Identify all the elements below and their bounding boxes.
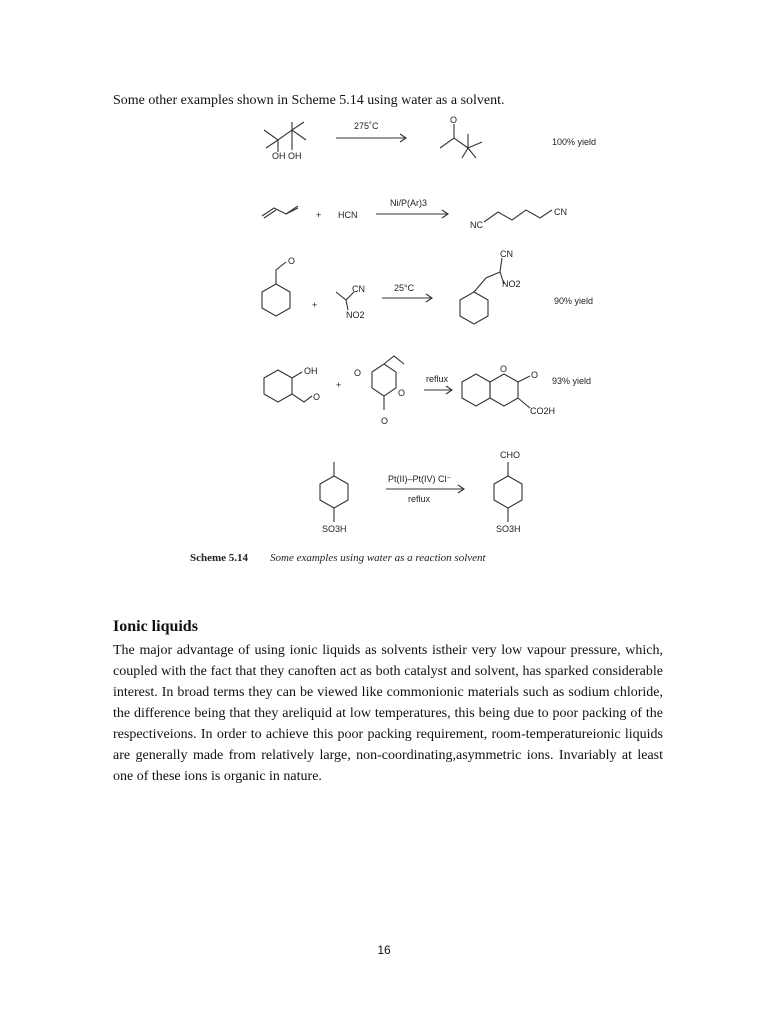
reactant-label: OH OH xyxy=(272,151,302,161)
reaction-5 xyxy=(320,450,522,534)
reaction-condition: Pt(II)–Pt(IV) Cl⁻ xyxy=(388,474,452,484)
pinacolone-structure xyxy=(440,124,482,158)
pinacol-structure xyxy=(264,122,306,152)
meldrums-acid-ring xyxy=(372,364,396,396)
section-heading: Ionic liquids xyxy=(113,618,198,635)
yield-label: 90% yield xyxy=(554,296,594,306)
tosic-acid-ring xyxy=(320,476,348,508)
reactant-no2-label: NO2 xyxy=(346,310,365,320)
product-cn-label: CN xyxy=(554,207,567,217)
salicylaldehyde-substituents xyxy=(292,372,312,402)
body-paragraph: The major advantage of using ionic liquids as solvents istheir very low vapour pressure, which, coupled with the fact that they canoften act as both catalyst and solvent, has sparked considerable interest. In broad terms they can be viewed like commonionic materials such as sodium chloride, the difference being that they areliquid at low temperatures, this being due to poor packing of the respectiveions. In order to achieve this poor packing requirement, room-temperatureionic liquids are generally made from relatively large, non-coordinating,asymmetric ions. Invariably at least one of these ions is organic in nature. xyxy=(113,643,663,784)
meldrums-substituents xyxy=(384,356,404,410)
coumarin-benzene-ring xyxy=(462,374,490,406)
reaction-arrow xyxy=(336,134,406,142)
plus-sign: + xyxy=(336,380,342,390)
intro-text: Some other examples shown in Scheme 5.14 using water as a solvent. xyxy=(113,93,505,108)
hcn-label: HCN xyxy=(338,210,358,220)
nitroacetonitrile-structure xyxy=(336,292,354,310)
aldehyde-o-label: O xyxy=(288,256,296,266)
yield-label: 100% yield xyxy=(552,137,597,147)
reactant-ring-o-label: O xyxy=(398,388,406,398)
yield-label: 93% yield xyxy=(552,376,592,386)
plus-sign: + xyxy=(316,210,322,220)
plus-sign: + xyxy=(312,300,318,310)
product-so3h-label: SO3H xyxy=(496,524,521,534)
reaction-arrow xyxy=(386,485,464,493)
product-benzene-ring xyxy=(460,292,488,324)
reaction-condition: reflux xyxy=(426,374,449,384)
product-cho-label: CHO xyxy=(500,450,520,460)
page-number: 16 xyxy=(377,943,391,957)
reaction-condition: 25°C xyxy=(394,283,415,293)
reaction-arrow xyxy=(376,210,448,218)
salicylaldehyde-ring xyxy=(264,370,292,402)
product-cn-label: CN xyxy=(500,249,513,259)
reaction-arrow xyxy=(424,386,452,394)
adiponitrile-chain xyxy=(484,210,552,222)
reactant-cn-label: CN xyxy=(352,284,365,294)
product-ring xyxy=(494,476,522,508)
product-no2-label: NO2 xyxy=(502,279,521,289)
reaction-4 xyxy=(264,356,591,426)
reaction-scheme xyxy=(186,112,597,572)
butadiene-structure xyxy=(262,206,298,218)
reactant-lower-o-label: O xyxy=(381,416,389,426)
product-alkene-bonds xyxy=(474,258,504,292)
reaction-1 xyxy=(264,115,596,161)
scheme-caption-label: Scheme 5.14 xyxy=(190,552,249,564)
product-ring-o-label: O xyxy=(500,364,508,374)
reactant-carbonyl-o-label: O xyxy=(354,368,362,378)
reaction-condition: Ni/P(Ar)3 xyxy=(390,198,428,208)
reactant-aldehyde-o-label: O xyxy=(313,392,321,402)
aldehyde-bond xyxy=(276,262,286,284)
product-carbonyl-o-label: O xyxy=(531,370,539,380)
benzene-ring xyxy=(262,284,290,316)
product-o-label: O xyxy=(450,115,458,125)
reactant-oh-label: OH xyxy=(304,366,318,376)
reaction-arrow xyxy=(382,294,432,302)
reaction-condition-2: reflux xyxy=(408,494,431,504)
scheme-caption-text: Some examples using water as a reaction solvent xyxy=(270,552,486,564)
product-nc-label: NC xyxy=(470,220,483,230)
reaction-condition: 275˚C xyxy=(354,121,379,131)
reactant-so3h-label: SO3H xyxy=(322,524,347,534)
reaction-2 xyxy=(262,198,567,230)
coumarin-lactone-ring xyxy=(490,374,518,406)
coumarin-substituents xyxy=(518,376,530,408)
product-co2h-label: CO2H xyxy=(530,406,556,416)
reaction-3 xyxy=(262,249,593,324)
